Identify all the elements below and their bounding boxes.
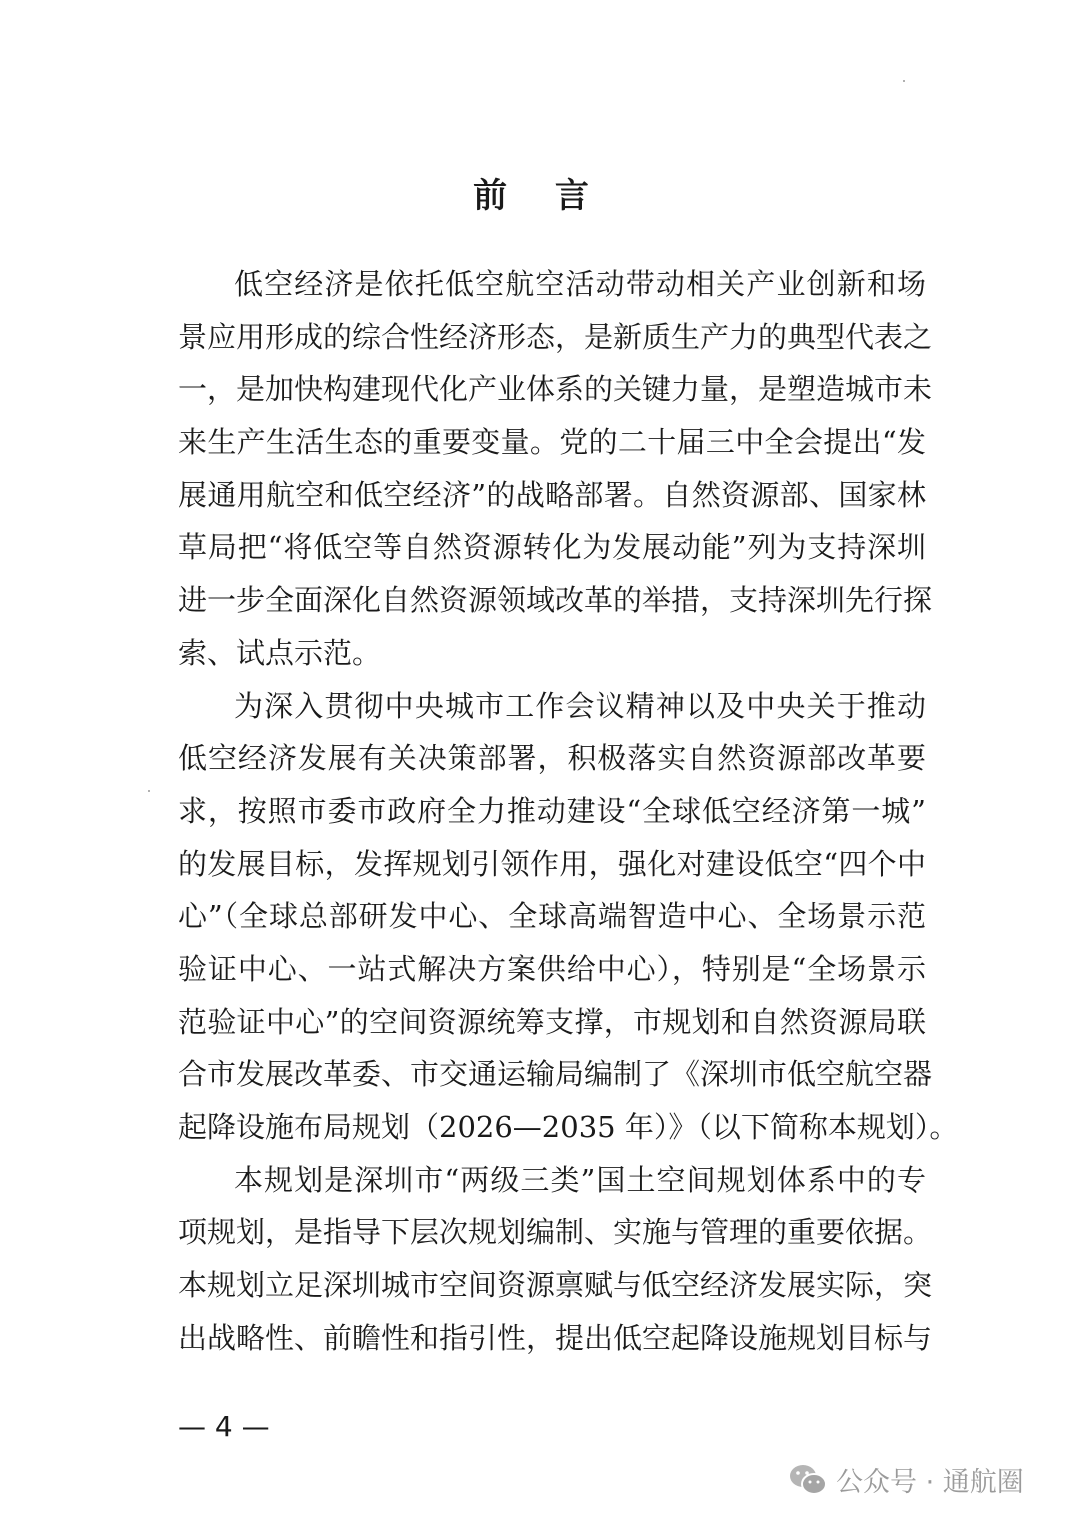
- watermark: [788, 1460, 1024, 1499]
- text-line: 求，按照市委市政府全力推动建设“全球低空经济第一城”: [178, 793, 926, 828]
- text-line: 草局把“将低空等自然资源转化为发展动能”列为支持深圳: [178, 530, 926, 565]
- wechat-icon: [788, 1463, 828, 1497]
- text-line: 起降设施布局规划（2026—2035 年）》（以下简称本规划）。: [178, 1110, 959, 1144]
- text-line: 低空经济是依托低空航空活动带动相关产业创新和场: [234, 267, 926, 301]
- watermark-text: 公众号 · 通航圈: [836, 1467, 1024, 1498]
- text-line: 进一步全面深化自然资源领域改革的举措，支持深圳先行探: [178, 583, 933, 618]
- text-line: 展通用航空和低空经济”的战略部署。自然资源部、国家林: [178, 477, 926, 512]
- text-line: 出战略性、前瞻性和指引性，提出低空起降设施规划目标与: [178, 1320, 933, 1355]
- text-line: 一，是加快构建现代化产业体系的关键力量，是塑造城市未: [178, 372, 933, 407]
- text-line: 范验证中心”的空间资源统筹支撑，市规划和自然资源局联: [178, 1004, 926, 1039]
- scan-speck: [903, 80, 905, 82]
- text-line: 验证中心、一站式解决方案供给中心），特别是“全场景示: [178, 951, 926, 986]
- scan-speck: [148, 790, 150, 792]
- page-number: — 4 —: [178, 1410, 270, 1443]
- text-line: 心”（全球总部研发中心、全球高端智造中心、全场景示范: [178, 899, 926, 934]
- page-title: 前 言: [473, 176, 607, 216]
- text-line: 来生产生活生态的重要变量。党的二十届三中全会提出“发: [178, 425, 926, 460]
- text-line: 低空经济发展有关决策部署，积极落实自然资源部改革要: [178, 741, 926, 776]
- text-line: 项规划，是指导下层次规划编制、实施与管理的重要依据。: [178, 1215, 933, 1250]
- text-line: 本规划是深圳市“两级三类”国土空间规划体系中的专: [234, 1162, 926, 1197]
- text-line: 为深入贯彻中央城市工作会议精神以及中央关于推动: [234, 688, 926, 723]
- text-line: 的发展目标，发挥规划引领作用，强化对建设低空“四个中: [178, 846, 926, 881]
- text-line: 合市发展改革委、市交通运输局编制了《深圳市低空航空器: [178, 1057, 933, 1092]
- text-line: 索、试点示范。: [178, 635, 382, 670]
- text-line: 本规划立足深圳城市空间资源禀赋与低空经济发展实际，突: [178, 1268, 933, 1303]
- text-line: 景应用形成的综合性经济形态，是新质生产力的典型代表之: [178, 319, 933, 354]
- document-body: [178, 258, 959, 1364]
